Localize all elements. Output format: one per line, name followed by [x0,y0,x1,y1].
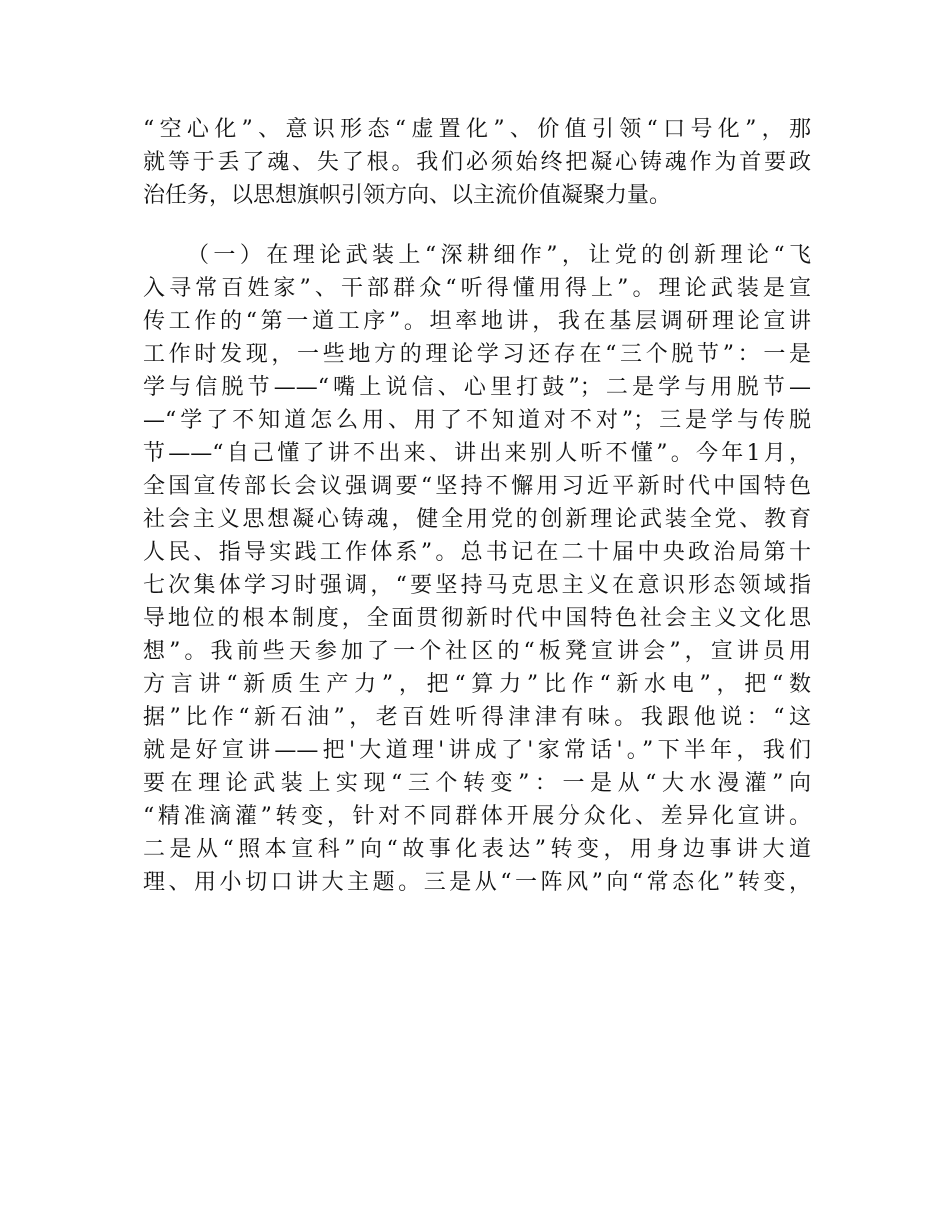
paragraph-line: 要在理论武装上实现“三个转变”：一是从“大水漫灌”向 [143,771,811,796]
paragraph-line: 学与信脱节——“嘴上说信、心里打鼓”；二是学与用脱节— [143,375,811,400]
paragraph-line: 人民、指导实践工作体系”。总书记在二十届中央政治局第十 [143,540,811,565]
paragraph-line: 节——“自己懂了讲不出来、讲出来别人听不懂”。今年1月， [143,441,811,466]
paragraph-2 [143,239,811,932]
paragraph-line: “空心化”、意识形态“虚置化”、价值引领“口号化”，那 [143,117,811,142]
paragraph-line: 七次集体学习时强调，“要坚持马克思主义在意识形态领域指 [143,573,811,598]
paragraph-line: 传工作的“第一道工序”。坦率地讲，我在基层调研理论宣讲 [143,309,811,334]
paragraph-line: 全国宣传部长会议强调要“坚持不懈用习近平新时代中国特色 [143,474,811,499]
paragraph-line: （一）在理论武装上“深耕细作”，让党的创新理论“飞 [187,243,811,268]
paragraph-line: —“学了不知道怎么用、用了不知道对不对”；三是学与传脱 [143,408,811,433]
paragraph-line: 入寻常百姓家”、干部群众“听得懂用得上”。理论武装是宣 [143,276,811,301]
paragraph-line: 据”比作“新石油”，老百姓听得津津有味。我跟他说：“这 [143,705,811,730]
paragraph-line: 理、用小切口讲大主题。三是从“一阵风”向“常态化”转变， [143,870,811,895]
paragraph-line: 方言讲“新质生产力”，把“算力”比作“新水电”，把“数 [143,672,811,697]
paragraph-line: 想”。我前些天参加了一个社区的“板凳宣讲会”，宣讲员用 [143,639,811,664]
paragraph-line: 社会主义思想凝心铸魂，健全用党的创新理论武装全党、教育 [143,507,811,532]
paragraph-line: 二是从“照本宣科”向“故事化表达”转变，用身边事讲大道 [143,837,811,862]
paragraph-line: 就等于丢了魂、失了根。我们必须始终把凝心铸魂作为首要政 [143,150,811,175]
paragraph-line: 导地位的根本制度，全面贯彻新时代中国特色社会主义文化思 [143,606,811,631]
paragraph-line [143,899,811,932]
paragraph-line: 工作时发现，一些地方的理论学习还存在“三个脱节”：一是 [143,342,811,367]
paragraph-1 [143,113,811,212]
paragraph-line: “精准滴灌”转变，针对不同群体开展分众化、差异化宣讲。 [143,804,811,829]
paragraph-line: 就是好宣讲——把'大道理'讲成了'家常话'。”下半年，我们 [143,738,811,763]
paragraph-line: 治任务，以思想旗帜引领方向、以主流价值凝聚力量。 [143,183,672,208]
